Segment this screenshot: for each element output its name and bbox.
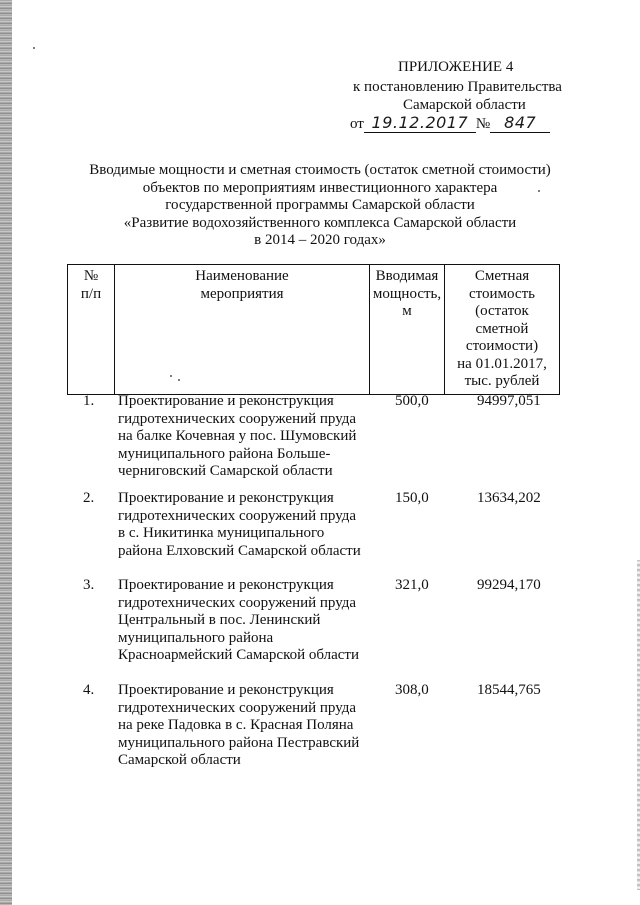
row-name-line: Проектирование и реконструкция: [118, 490, 334, 506]
row-num: 3.: [83, 577, 95, 593]
row-cost: 99294,170: [477, 577, 541, 593]
handwritten-date: 19.12.2017: [364, 114, 476, 133]
appendix-title: ПРИЛОЖЕНИЕ 4: [398, 59, 514, 75]
header-text: Вводимая: [375, 268, 439, 284]
row-name-line: Центральный в пос. Ленинский: [118, 612, 321, 628]
row-name-line: гидротехнических сооружений пруда: [118, 410, 357, 427]
row-name-line: Проектирование и реконструкция: [118, 682, 334, 698]
row-cost: 94997,051: [477, 393, 541, 409]
header-text: (остаток: [475, 303, 529, 319]
row-cost: 13634,202: [477, 490, 541, 506]
row-name-line: на реке Падовка в с. Красная Поляна: [118, 717, 354, 733]
row-name-line: Самарской области: [118, 752, 241, 768]
header-text: Наименование: [195, 268, 289, 284]
row-name-line: черниговский Самарской области: [118, 463, 333, 479]
row-name-line: муниципального района Пестравский: [118, 734, 360, 751]
row-name-line: в с. Никитинка муниципального: [118, 525, 325, 541]
title-line: государственной программы Самарской области: [165, 197, 475, 213]
appendix-line-1: к постановлению Правительства: [353, 79, 562, 95]
header-spacer: [117, 303, 367, 373]
header-text: стоимости): [465, 338, 539, 354]
row-name-line: Красноармейский Самарской области: [118, 647, 360, 663]
header-capacity: [370, 265, 445, 395]
row-num: 2.: [83, 490, 95, 506]
handwritten-number: 847: [490, 114, 550, 133]
scan-speck: [178, 379, 180, 381]
projects-table-header: [67, 264, 560, 395]
row-name: [118, 393, 368, 481]
row-capacity: 308,0: [395, 682, 429, 698]
row-name: [118, 490, 368, 560]
row-capacity: 150,0: [395, 490, 429, 506]
title-line: объектов по мероприятиям инвестиционного характера: [142, 179, 498, 196]
header-name: [115, 265, 370, 395]
scan-edge-left: [0, 0, 12, 905]
row-num: 4.: [83, 682, 95, 698]
title-line: в 2014 – 2020 годах»: [254, 232, 386, 248]
row-name: [118, 577, 368, 665]
row-name-line: гидротехнических сооружений пруда: [118, 699, 357, 716]
header-text: п/п: [80, 285, 102, 302]
header-text: мероприятия: [200, 285, 284, 302]
header-text: мощность,: [372, 285, 442, 302]
scan-speck: [170, 375, 172, 377]
scan-speck: [33, 47, 35, 49]
header-text: м: [402, 303, 412, 319]
title-line: Вводимые мощности и сметная стоимость (остаток сметной стоимости): [89, 162, 551, 178]
row-name-line: гидротехнических сооружений пруда: [118, 594, 357, 611]
header-num: [68, 265, 115, 395]
row-capacity: 500,0: [395, 393, 429, 409]
row-name-line: Проектирование и реконструкция: [118, 577, 334, 593]
document-title: [70, 162, 570, 250]
row-name-line: муниципального района: [118, 629, 274, 646]
row-capacity: 321,0: [395, 577, 429, 593]
row-name-line: муниципального района Больше-: [118, 445, 331, 462]
appendix-line-2: Самарской области: [403, 97, 526, 113]
header-text: Сметная: [474, 268, 530, 284]
date-prefix: от: [350, 116, 364, 132]
appendix-date-line: [350, 114, 550, 133]
header-text: стоимость: [469, 285, 535, 302]
row-name-line: Проектирование и реконструкция: [118, 393, 334, 409]
header-text: №: [83, 268, 99, 284]
row-name-line: района Елховский Самарской области: [118, 542, 361, 559]
header-cost: [445, 265, 560, 395]
row-name: [118, 682, 368, 770]
table-header-row: [68, 265, 560, 395]
header-text: тыс. рублей: [464, 373, 540, 389]
row-cost: 18544,765: [477, 682, 541, 698]
row-name-line: гидротехнических сооружений пруда: [118, 507, 357, 524]
title-line: «Развитие водохозяйственного комплекса Самарской области: [123, 214, 517, 231]
row-num: 1.: [83, 393, 95, 409]
header-text: сметной: [475, 320, 529, 337]
scan-speck: [538, 190, 540, 192]
number-prefix: №: [475, 116, 491, 132]
header-text: на 01.01.2017,: [457, 355, 547, 372]
row-name-line: на балке Кочевная у пос. Шумовский: [118, 428, 357, 444]
